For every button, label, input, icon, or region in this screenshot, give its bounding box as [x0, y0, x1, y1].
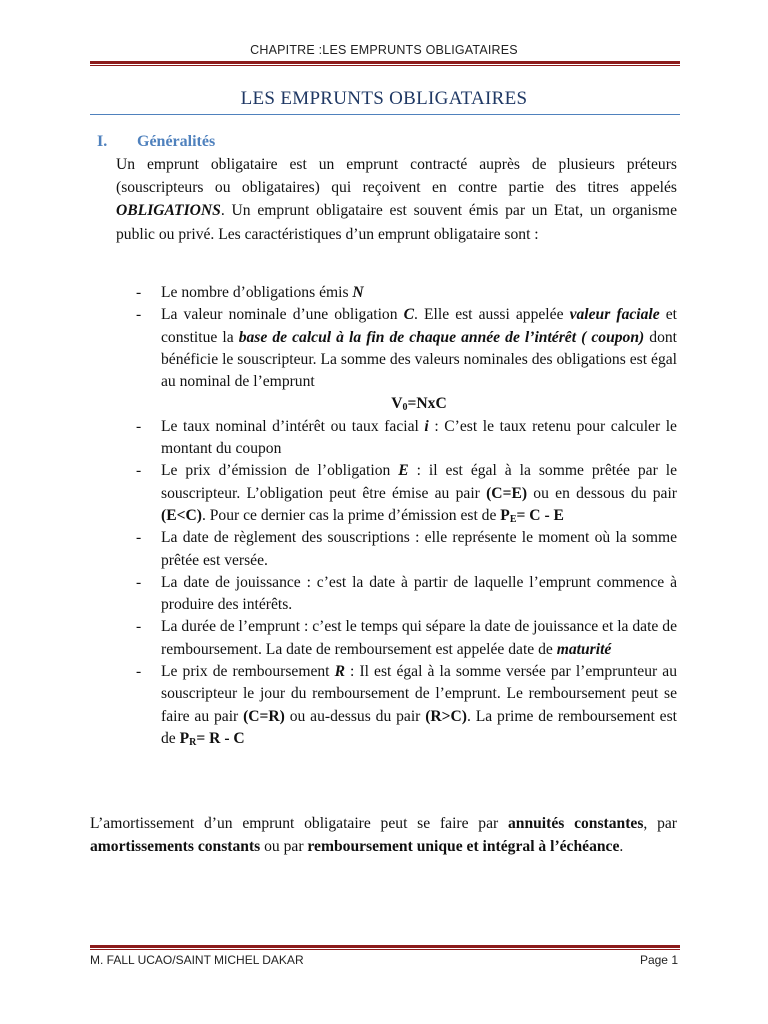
- dash-bullet: -: [136, 573, 142, 591]
- item-text: Le prix de remboursement: [161, 663, 335, 681]
- formula-part: = R - C: [196, 729, 245, 747]
- item-text: La date de règlement des souscriptions : elle représente le moment où la somme prêtée est versée.: [161, 529, 677, 569]
- closing-text: L’amortissement d’un emprunt obligataire peut se faire par: [90, 815, 508, 832]
- formula-part: =NxC: [407, 395, 447, 413]
- list-item: [136, 460, 677, 527]
- list-item: [136, 661, 677, 750]
- list-item: [136, 416, 677, 461]
- section-title: Généralités: [137, 133, 216, 150]
- item-variable: C: [403, 306, 415, 324]
- formula-subscript: 0: [402, 402, 408, 414]
- item-text: . La prime de remboursement est de: [161, 707, 678, 747]
- dash-bullet: -: [136, 284, 142, 301]
- item-emphasis: base de calcul à la fin de chaque année de l’intérêt ( coupon): [238, 328, 645, 346]
- item-text: ou au-dessus du pair: [284, 707, 426, 725]
- item-text: La durée de l’emprunt : c’est le temps qui sépare la date de jouissance et la date de remboursement. La date de remboursement est appelée date de: [161, 618, 677, 658]
- footer-rule-thin: [90, 949, 680, 950]
- dash-bullet: -: [136, 417, 142, 435]
- list-item: [136, 527, 677, 572]
- dash-bullet: -: [136, 663, 142, 681]
- intro-text-end: . Un emprunt obligataire est souvent émis par un Etat, un organisme public ou privé. Les caractéristiques d’un emprunt obligataire sont :: [116, 202, 677, 243]
- closing-bold: amortissements constants: [90, 838, 261, 856]
- nominal-formula: [161, 393, 677, 415]
- formula-part: P: [179, 729, 190, 747]
- header-rule-thin: [90, 65, 680, 66]
- item-variable: E: [398, 462, 409, 480]
- formula-subscript: R: [189, 736, 197, 748]
- item-text: Le prix d’émission de l’obligation: [161, 462, 399, 480]
- footer-author: M. FALL UCAO/SAINT MICHEL DAKAR: [90, 953, 304, 967]
- closing-bold: annuités constantes: [507, 815, 644, 832]
- item-variable: R: [334, 663, 345, 681]
- intro-text: Un emprunt obligataire est un emprunt contracté auprès de plusieurs préteurs (souscripteurs ou obligataires) qui reçoivent en contre partie des titres appelés: [116, 156, 677, 197]
- footer-rule-thick: [90, 945, 680, 948]
- item-text: : Il est égal à la somme versée par l’emprunteur au souscripteur le jour du remboursement de l’emprunt. Le remboursement peut se faire au pair: [161, 663, 678, 725]
- dash-bullet: -: [136, 618, 142, 636]
- running-header: CHAPITRE :LES EMPRUNTS OBLIGATAIRES: [250, 43, 518, 57]
- item-variable: N: [352, 284, 364, 301]
- list-item: [136, 572, 677, 617]
- item-bold: (C=E): [486, 484, 528, 502]
- item-text: : il est égal à la somme prêtée par le souscripteur. L’obligation peut être émise au pair: [161, 462, 677, 502]
- item-text: . Elle est aussi appelée: [414, 306, 570, 324]
- section-heading: [97, 133, 215, 151]
- item-variable: i: [424, 417, 429, 435]
- item-text: dont bénéficie le souscripteur. La somme des valeurs nominales des obligations est égal au nominal de l’emprunt: [161, 328, 677, 391]
- closing-paragraph: [90, 812, 677, 858]
- formula-part: = C - E: [516, 506, 564, 524]
- item-text: Le taux nominal d’intérêt ou taux facial: [161, 417, 425, 435]
- characteristics-list: [136, 282, 677, 750]
- item-emphasis: maturité: [556, 640, 612, 658]
- closing-text: , par: [643, 815, 677, 832]
- intro-bold-term: OBLIGATIONS: [116, 202, 221, 220]
- item-bold: (E<C): [161, 506, 202, 524]
- dash-bullet: -: [136, 462, 142, 480]
- header-rule-thick: [90, 61, 680, 64]
- formula-subscript: E: [509, 513, 517, 525]
- dash-bullet: -: [136, 529, 142, 547]
- document-title: LES EMPRUNTS OBLIGATAIRES: [240, 88, 528, 109]
- intro-paragraph: [116, 153, 677, 246]
- formula-part: P: [500, 506, 510, 524]
- list-item: [136, 282, 677, 304]
- list-item: [136, 304, 677, 415]
- item-bold: (R>C): [425, 707, 467, 725]
- list-item: [136, 616, 677, 661]
- page-number: Page 1: [639, 953, 678, 967]
- item-text: . Pour ce dernier cas la prime d’émission est de: [201, 506, 501, 524]
- item-bold: (C=R): [243, 707, 285, 725]
- closing-bold: remboursement unique et intégral à l’échéance: [307, 838, 620, 856]
- formula-part: V: [391, 395, 403, 413]
- item-text: La valeur nominale d’une obligation: [161, 306, 404, 324]
- item-text: Le nombre d’obligations émis: [161, 284, 353, 301]
- title-underline: [90, 114, 680, 115]
- item-emphasis: valeur faciale: [569, 306, 660, 324]
- section-number: I.: [97, 133, 108, 150]
- dash-bullet: -: [136, 306, 142, 324]
- closing-text: .: [619, 838, 624, 856]
- item-text: La date de jouissance : c’est la date à partir de laquelle l’emprunt commence à produire des intérêts.: [161, 573, 677, 614]
- closing-text: ou par: [260, 838, 308, 856]
- item-text: : C’est le taux retenu pour calculer le montant du coupon: [161, 417, 677, 458]
- item-text: et constitue la: [161, 306, 678, 346]
- item-text: ou en dessous du pair: [527, 484, 677, 502]
